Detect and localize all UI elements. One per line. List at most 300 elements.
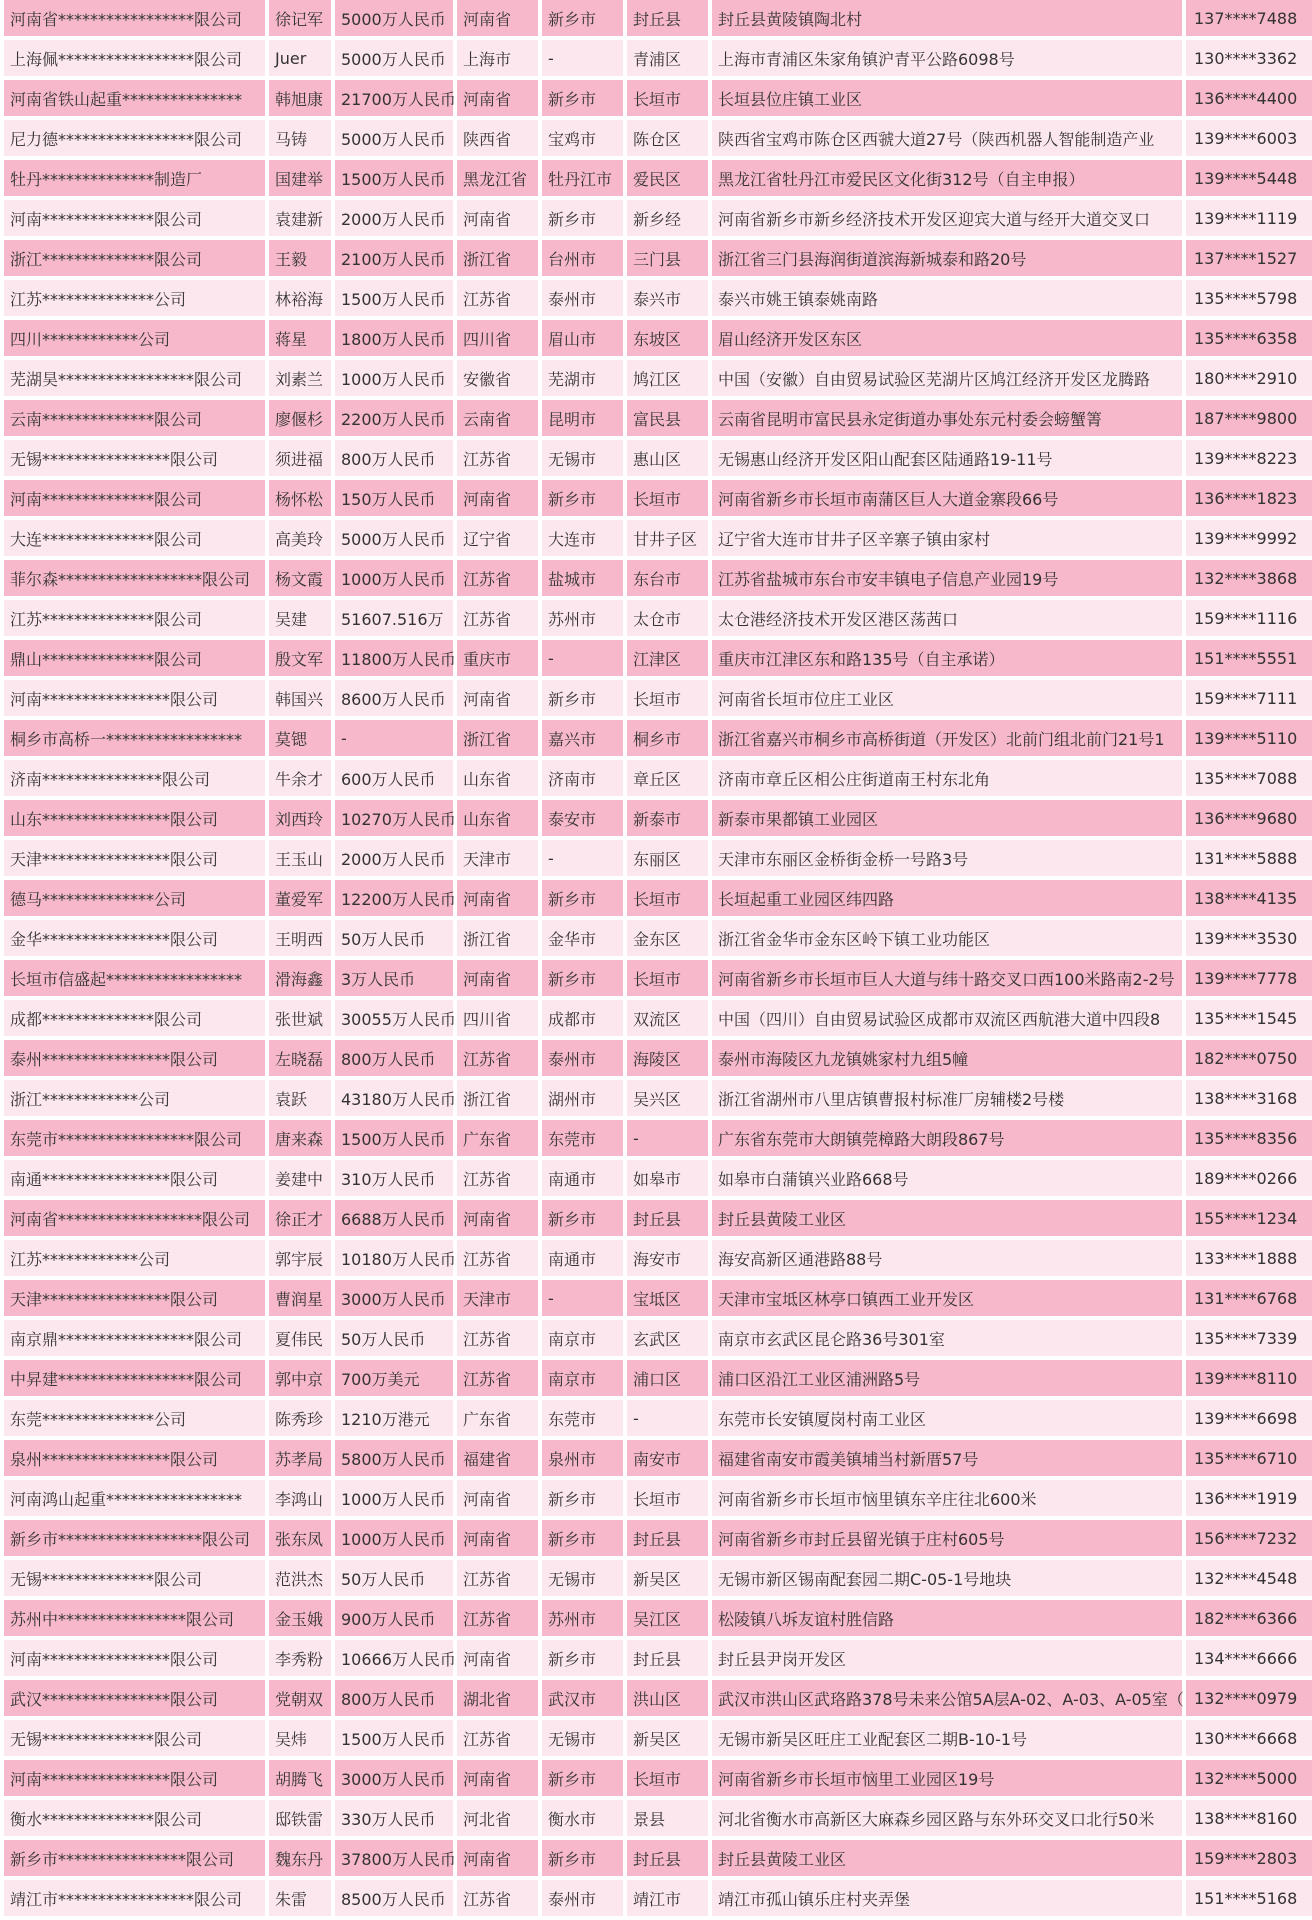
- person-cell: 姜建中: [269, 1160, 331, 1196]
- company-cell: 德马**************公司: [4, 880, 265, 916]
- table-row: [0, 1840, 1298, 1876]
- capital-cell: 8500万人民币: [335, 1880, 453, 1916]
- capital-cell: 1000万人民币: [335, 1520, 453, 1556]
- person-cell: 杨怀松: [269, 480, 331, 516]
- phone-cell: 138****3168: [1186, 1080, 1312, 1116]
- company-cell: 金华****************限公司: [4, 920, 265, 956]
- capital-cell: 8600万人民币: [335, 680, 453, 716]
- district-cell: 新吴区: [627, 1720, 708, 1756]
- province-cell: 江苏省: [457, 1880, 538, 1916]
- phone-cell: 135****7088: [1186, 760, 1312, 796]
- phone-cell: 131****5888: [1186, 840, 1312, 876]
- phone-cell: 139****3530: [1186, 920, 1312, 956]
- province-cell: 江苏省: [457, 1160, 538, 1196]
- phone-cell: 182****0750: [1186, 1040, 1312, 1076]
- phone-cell: 135****5798: [1186, 280, 1312, 316]
- table-row: [0, 40, 1298, 76]
- province-cell: 江苏省: [457, 1600, 538, 1636]
- table-row: [0, 1600, 1298, 1636]
- phone-cell: 138****4135: [1186, 880, 1312, 916]
- table-row: [0, 200, 1298, 236]
- company-cell: 无锡**************限公司: [4, 1720, 265, 1756]
- company-cell: 河南****************限公司: [4, 1640, 265, 1676]
- district-cell: 江津区: [627, 640, 708, 676]
- city-cell: 昆明市: [542, 400, 623, 436]
- district-cell: 海陵区: [627, 1040, 708, 1076]
- company-cell: 河南**************限公司: [4, 480, 265, 516]
- company-cell: 浙江************公司: [4, 1080, 265, 1116]
- capital-cell: 3000万人民币: [335, 1280, 453, 1316]
- province-cell: 天津市: [457, 840, 538, 876]
- phone-cell: 139****1119: [1186, 200, 1312, 236]
- province-cell: 天津市: [457, 1280, 538, 1316]
- company-cell: 衡水**************限公司: [4, 1800, 265, 1836]
- capital-cell: 800万人民币: [335, 440, 453, 476]
- person-cell: 邸铁雷: [269, 1800, 331, 1836]
- province-cell: 四川省: [457, 1000, 538, 1036]
- city-cell: 大连市: [542, 520, 623, 556]
- city-cell: -: [542, 40, 623, 76]
- table-row: [0, 280, 1298, 316]
- province-cell: 湖北省: [457, 1680, 538, 1716]
- province-cell: 黑龙江省: [457, 160, 538, 196]
- table-row: [0, 1720, 1298, 1756]
- district-cell: 新泰市: [627, 800, 708, 836]
- capital-cell: 2000万人民币: [335, 200, 453, 236]
- address-cell: 江苏省盐城市东台市安丰镇电子信息产业园19号: [712, 560, 1182, 596]
- person-cell: 韩国兴: [269, 680, 331, 716]
- person-cell: 蒋星: [269, 320, 331, 356]
- phone-cell: 136****1919: [1186, 1480, 1312, 1516]
- capital-cell: 1000万人民币: [335, 360, 453, 396]
- table-row: [0, 600, 1298, 636]
- person-cell: 曹润星: [269, 1280, 331, 1316]
- company-cell: 河南鸿山起重*****************: [4, 1480, 265, 1516]
- person-cell: 郭中京: [269, 1360, 331, 1396]
- province-cell: 河南省: [457, 1520, 538, 1556]
- province-cell: 河南省: [457, 0, 538, 36]
- city-cell: 金华市: [542, 920, 623, 956]
- address-cell: 太仓港经济技术开发区港区荡茜口: [712, 600, 1182, 636]
- address-cell: 中国（安徽）自由贸易试验区芜湖片区鸠江经济开发区龙腾路: [712, 360, 1182, 396]
- phone-cell: 139****8223: [1186, 440, 1312, 476]
- company-cell: 长垣市信盛起*****************: [4, 960, 265, 996]
- district-cell: 浦口区: [627, 1360, 708, 1396]
- province-cell: 河南省: [457, 680, 538, 716]
- address-cell: 如皋市白蒲镇兴业路668号: [712, 1160, 1182, 1196]
- phone-cell: 131****6768: [1186, 1280, 1312, 1316]
- company-cell: 牡丹**************制造厂: [4, 160, 265, 196]
- person-cell: 陈秀珍: [269, 1400, 331, 1436]
- person-cell: Juer: [269, 40, 331, 76]
- province-cell: 陕西省: [457, 120, 538, 156]
- city-cell: 新乡市: [542, 200, 623, 236]
- province-cell: 河南省: [457, 1760, 538, 1796]
- person-cell: 董爱军: [269, 880, 331, 916]
- person-cell: 高美玲: [269, 520, 331, 556]
- address-cell: 封丘县尹岗开发区: [712, 1640, 1182, 1676]
- table-row: [0, 1360, 1298, 1396]
- address-cell: 天津市宝坻区林亭口镇西工业开发区: [712, 1280, 1182, 1316]
- table-row: [0, 1680, 1298, 1716]
- capital-cell: 5000万人民币: [335, 0, 453, 36]
- address-cell: 黑龙江省牡丹江市爱民区文化街312号（自主申报）: [712, 160, 1182, 196]
- address-cell: 河南省长垣市位庄工业区: [712, 680, 1182, 716]
- capital-cell: 10270万人民币: [335, 800, 453, 836]
- city-cell: 新乡市: [542, 1480, 623, 1516]
- district-cell: 海安市: [627, 1240, 708, 1276]
- city-cell: 新乡市: [542, 1640, 623, 1676]
- city-cell: -: [542, 1280, 623, 1316]
- province-cell: 河南省: [457, 200, 538, 236]
- address-cell: 河北省衡水市高新区大麻森乡园区路与东外环交叉口北行50米: [712, 1800, 1182, 1836]
- city-cell: 泉州市: [542, 1440, 623, 1476]
- person-cell: 须进福: [269, 440, 331, 476]
- person-cell: 刘西玲: [269, 800, 331, 836]
- phone-cell: 137****1527: [1186, 240, 1312, 276]
- district-cell: 东坡区: [627, 320, 708, 356]
- city-cell: 泰州市: [542, 1880, 623, 1916]
- address-cell: 云南省昆明市富民县永定街道办事处东元村委会螃蟹箐: [712, 400, 1182, 436]
- address-cell: 新泰市果都镇工业园区: [712, 800, 1182, 836]
- phone-cell: 151****5168: [1186, 1880, 1312, 1916]
- person-cell: 王毅: [269, 240, 331, 276]
- table-row: [0, 680, 1298, 716]
- city-cell: 嘉兴市: [542, 720, 623, 756]
- company-cell: 新乡市****************限公司: [4, 1840, 265, 1876]
- person-cell: 苏孝局: [269, 1440, 331, 1476]
- district-cell: 靖江市: [627, 1880, 708, 1916]
- table-row: [0, 1320, 1298, 1356]
- person-cell: 王明西: [269, 920, 331, 956]
- district-cell: 长垣市: [627, 480, 708, 516]
- capital-cell: 2200万人民币: [335, 400, 453, 436]
- phone-cell: 159****1116: [1186, 600, 1312, 636]
- table-row: [0, 880, 1298, 916]
- table-row: [0, 1640, 1298, 1676]
- person-cell: 林裕海: [269, 280, 331, 316]
- city-cell: 新乡市: [542, 1200, 623, 1236]
- address-cell: 辽宁省大连市甘井子区辛寨子镇由家村: [712, 520, 1182, 556]
- phone-cell: 182****6366: [1186, 1600, 1312, 1636]
- address-cell: 南京市玄武区昆仑路36号301室: [712, 1320, 1182, 1356]
- person-cell: 袁建新: [269, 200, 331, 236]
- company-cell: 大连**************限公司: [4, 520, 265, 556]
- phone-cell: 130****6668: [1186, 1720, 1312, 1756]
- city-cell: 东莞市: [542, 1120, 623, 1156]
- person-cell: 徐正才: [269, 1200, 331, 1236]
- province-cell: 福建省: [457, 1440, 538, 1476]
- person-cell: 郭宇辰: [269, 1240, 331, 1276]
- company-cell: 成都**************限公司: [4, 1000, 265, 1036]
- province-cell: 河南省: [457, 1480, 538, 1516]
- district-cell: 封丘县: [627, 1640, 708, 1676]
- company-cell: 河南****************限公司: [4, 1760, 265, 1796]
- company-cell: 四川************公司: [4, 320, 265, 356]
- city-cell: 新乡市: [542, 960, 623, 996]
- city-cell: 湖州市: [542, 1080, 623, 1116]
- district-cell: 如皋市: [627, 1160, 708, 1196]
- province-cell: 江苏省: [457, 1720, 538, 1756]
- table-row: [0, 560, 1298, 596]
- city-cell: 新乡市: [542, 1520, 623, 1556]
- capital-cell: 600万人民币: [335, 760, 453, 796]
- address-cell: 河南省新乡市长垣市恼里镇东辛庄往北600米: [712, 1480, 1182, 1516]
- city-cell: -: [542, 840, 623, 876]
- address-cell: 河南省新乡市长垣市巨人大道与纬十路交叉口西100米路南2-2号: [712, 960, 1182, 996]
- city-cell: 泰州市: [542, 280, 623, 316]
- district-cell: 新乡经: [627, 200, 708, 236]
- person-cell: 魏东丹: [269, 1840, 331, 1876]
- city-cell: 苏州市: [542, 1600, 623, 1636]
- city-cell: 南京市: [542, 1320, 623, 1356]
- company-cell: 江苏**************限公司: [4, 600, 265, 636]
- city-cell: 盐城市: [542, 560, 623, 596]
- address-cell: 眉山经济开发区东区: [712, 320, 1182, 356]
- district-cell: 长垣市: [627, 960, 708, 996]
- phone-cell: 180****2910: [1186, 360, 1312, 396]
- capital-cell: 1800万人民币: [335, 320, 453, 356]
- phone-cell: 139****8110: [1186, 1360, 1312, 1396]
- address-cell: 海安高新区通港路88号: [712, 1240, 1182, 1276]
- district-cell: 长垣市: [627, 80, 708, 116]
- city-cell: 新乡市: [542, 480, 623, 516]
- city-cell: 济南市: [542, 760, 623, 796]
- district-cell: 南安市: [627, 1440, 708, 1476]
- province-cell: 上海市: [457, 40, 538, 76]
- district-cell: 长垣市: [627, 1480, 708, 1516]
- capital-cell: 12200万人民币: [335, 880, 453, 916]
- district-cell: 封丘县: [627, 0, 708, 36]
- district-cell: 长垣市: [627, 680, 708, 716]
- city-cell: 南通市: [542, 1160, 623, 1196]
- company-cell: 桐乡市高桥一*****************: [4, 720, 265, 756]
- company-cell: 无锡****************限公司: [4, 440, 265, 476]
- person-cell: 党朝双: [269, 1680, 331, 1716]
- phone-cell: 135****6358: [1186, 320, 1312, 356]
- district-cell: 封丘县: [627, 1840, 708, 1876]
- table-row: [0, 1160, 1298, 1196]
- district-cell: 新吴区: [627, 1560, 708, 1596]
- phone-cell: 130****3362: [1186, 40, 1312, 76]
- person-cell: 范洪杰: [269, 1560, 331, 1596]
- city-cell: 衡水市: [542, 1800, 623, 1836]
- province-cell: 江苏省: [457, 280, 538, 316]
- table-row: [0, 1480, 1298, 1516]
- address-cell: 封丘县黄陵镇陶北村: [712, 0, 1182, 36]
- capital-cell: 50万人民币: [335, 1560, 453, 1596]
- company-cell: 鼎山**************限公司: [4, 640, 265, 676]
- person-cell: 朱雷: [269, 1880, 331, 1916]
- city-cell: 泰安市: [542, 800, 623, 836]
- table-row: [0, 1240, 1298, 1276]
- capital-cell: 5000万人民币: [335, 40, 453, 76]
- table-row: [0, 1120, 1298, 1156]
- person-cell: 吴炜: [269, 1720, 331, 1756]
- capital-cell: 6688万人民币: [335, 1200, 453, 1236]
- company-cell: 无锡**************限公司: [4, 1560, 265, 1596]
- district-cell: 双流区: [627, 1000, 708, 1036]
- phone-cell: 132****4548: [1186, 1560, 1312, 1596]
- city-cell: -: [542, 640, 623, 676]
- city-cell: 新乡市: [542, 0, 623, 36]
- company-cell: 河南****************限公司: [4, 680, 265, 716]
- address-cell: 中国（四川）自由贸易试验区成都市双流区西航港大道中四段8: [712, 1000, 1182, 1036]
- city-cell: 新乡市: [542, 80, 623, 116]
- district-cell: 金东区: [627, 920, 708, 956]
- capital-cell: 43180万人民币: [335, 1080, 453, 1116]
- city-cell: 成都市: [542, 1000, 623, 1036]
- address-cell: 浙江省嘉兴市桐乡市高桥街道（开发区）北前门组北前门21号1: [712, 720, 1182, 756]
- table-row: [0, 1080, 1298, 1116]
- person-cell: 夏伟民: [269, 1320, 331, 1356]
- table-row: [0, 400, 1298, 436]
- district-cell: 长垣市: [627, 1760, 708, 1796]
- person-cell: 袁跃: [269, 1080, 331, 1116]
- province-cell: 江苏省: [457, 600, 538, 636]
- province-cell: 江苏省: [457, 1240, 538, 1276]
- phone-cell: 155****1234: [1186, 1200, 1312, 1236]
- phone-cell: 151****5551: [1186, 640, 1312, 676]
- person-cell: 莫锶: [269, 720, 331, 756]
- person-cell: 国建举: [269, 160, 331, 196]
- table-row: [0, 1800, 1298, 1836]
- capital-cell: 11800万人民币: [335, 640, 453, 676]
- table-row: [0, 760, 1298, 796]
- table-row: [0, 1560, 1298, 1596]
- phone-cell: 139****9992: [1186, 520, 1312, 556]
- company-cell: 苏州中****************限公司: [4, 1600, 265, 1636]
- district-cell: 吴兴区: [627, 1080, 708, 1116]
- capital-cell: 30055万人民币: [335, 1000, 453, 1036]
- province-cell: 山东省: [457, 760, 538, 796]
- table-row: [0, 800, 1298, 836]
- capital-cell: 1210万港元: [335, 1400, 453, 1436]
- province-cell: 安徽省: [457, 360, 538, 396]
- district-cell: 景县: [627, 1800, 708, 1836]
- phone-cell: 134****6666: [1186, 1640, 1312, 1676]
- table-row: [0, 720, 1298, 756]
- phone-cell: 159****2803: [1186, 1840, 1312, 1876]
- person-cell: 左晓磊: [269, 1040, 331, 1076]
- province-cell: 浙江省: [457, 240, 538, 276]
- province-cell: 云南省: [457, 400, 538, 436]
- address-cell: 浦口区沿江工业区浦洲路5号: [712, 1360, 1182, 1396]
- province-cell: 江苏省: [457, 1360, 538, 1396]
- table-row: [0, 1880, 1298, 1916]
- company-cell: 泰州****************限公司: [4, 1040, 265, 1076]
- capital-cell: 310万人民币: [335, 1160, 453, 1196]
- city-cell: 苏州市: [542, 600, 623, 636]
- district-cell: 洪山区: [627, 1680, 708, 1716]
- table-row: [0, 1040, 1298, 1076]
- address-cell: 靖江市孤山镇乐庄村夹弄堡: [712, 1880, 1182, 1916]
- capital-cell: 5800万人民币: [335, 1440, 453, 1476]
- city-cell: 东莞市: [542, 1400, 623, 1436]
- province-cell: 重庆市: [457, 640, 538, 676]
- table-row: [0, 520, 1298, 556]
- address-cell: 福建省南安市霞美镇埔当村新厝57号: [712, 1440, 1182, 1476]
- phone-cell: 159****7111: [1186, 680, 1312, 716]
- province-cell: 河南省: [457, 1840, 538, 1876]
- company-cell: 河南省******************限公司: [4, 1200, 265, 1236]
- address-cell: 陕西省宝鸡市陈仓区西虢大道27号（陕西机器人智能制造产业: [712, 120, 1182, 156]
- capital-cell: 2000万人民币: [335, 840, 453, 876]
- capital-cell: 1500万人民币: [335, 1120, 453, 1156]
- capital-cell: 1000万人民币: [335, 1480, 453, 1516]
- company-cell: 新乡市******************限公司: [4, 1520, 265, 1556]
- capital-cell: 1500万人民币: [335, 1720, 453, 1756]
- province-cell: 河北省: [457, 1800, 538, 1836]
- address-cell: 河南省新乡市长垣市南蒲区巨人大道金寨段66号: [712, 480, 1182, 516]
- province-cell: 广东省: [457, 1120, 538, 1156]
- city-cell: 无锡市: [542, 1720, 623, 1756]
- address-cell: 天津市东丽区金桥街金桥一号路3号: [712, 840, 1182, 876]
- capital-cell: 37800万人民币: [335, 1840, 453, 1876]
- person-cell: 杨文霞: [269, 560, 331, 596]
- person-cell: 刘素兰: [269, 360, 331, 396]
- address-cell: 重庆市江津区东和路135号（自主承诺）: [712, 640, 1182, 676]
- phone-cell: 139****5110: [1186, 720, 1312, 756]
- capital-cell: 10180万人民币: [335, 1240, 453, 1276]
- district-cell: -: [627, 1400, 708, 1436]
- table-row: [0, 480, 1298, 516]
- province-cell: 江苏省: [457, 1040, 538, 1076]
- capital-cell: 900万人民币: [335, 1600, 453, 1636]
- capital-cell: 5000万人民币: [335, 520, 453, 556]
- person-cell: 李鸿山: [269, 1480, 331, 1516]
- capital-cell: 5000万人民币: [335, 120, 453, 156]
- person-cell: 马铸: [269, 120, 331, 156]
- company-cell: 上海佩*****************限公司: [4, 40, 265, 76]
- company-cell: 浙江**************限公司: [4, 240, 265, 276]
- province-cell: 广东省: [457, 1400, 538, 1436]
- company-cell: 天津****************限公司: [4, 840, 265, 876]
- province-cell: 江苏省: [457, 1560, 538, 1596]
- phone-cell: 139****6698: [1186, 1400, 1312, 1436]
- address-cell: 河南省新乡市长垣市恼里工业园区19号: [712, 1760, 1182, 1796]
- city-cell: 南京市: [542, 1360, 623, 1396]
- phone-cell: 139****7778: [1186, 960, 1312, 996]
- capital-cell: 21700万人民币: [335, 80, 453, 116]
- capital-cell: 1500万人民币: [335, 160, 453, 196]
- table-row: [0, 1520, 1298, 1556]
- phone-cell: 138****8160: [1186, 1800, 1312, 1836]
- company-cell: 南京鼎*****************限公司: [4, 1320, 265, 1356]
- company-cell: 江苏**************公司: [4, 280, 265, 316]
- district-cell: 玄武区: [627, 1320, 708, 1356]
- district-cell: 封丘县: [627, 1200, 708, 1236]
- table-row: [0, 440, 1298, 476]
- capital-cell: 51607.516万: [335, 600, 453, 636]
- city-cell: 南通市: [542, 1240, 623, 1276]
- phone-cell: 135****8356: [1186, 1120, 1312, 1156]
- phone-cell: 132****0979: [1186, 1680, 1312, 1716]
- province-cell: 浙江省: [457, 920, 538, 956]
- capital-cell: 1000万人民币: [335, 560, 453, 596]
- company-cell: 河南省*****************限公司: [4, 0, 265, 36]
- phone-cell: 132****3868: [1186, 560, 1312, 596]
- address-cell: 长垣起重工业园区纬四路: [712, 880, 1182, 916]
- company-cell: 靖江市*****************限公司: [4, 1880, 265, 1916]
- company-cell: 济南***************限公司: [4, 760, 265, 796]
- province-cell: 浙江省: [457, 720, 538, 756]
- company-cell: 中昇建*****************限公司: [4, 1360, 265, 1396]
- table-row: [0, 320, 1298, 356]
- province-cell: 江苏省: [457, 440, 538, 476]
- address-cell: 广东省东莞市大朗镇莞樟路大朗段867号: [712, 1120, 1182, 1156]
- city-cell: 武汉市: [542, 1680, 623, 1716]
